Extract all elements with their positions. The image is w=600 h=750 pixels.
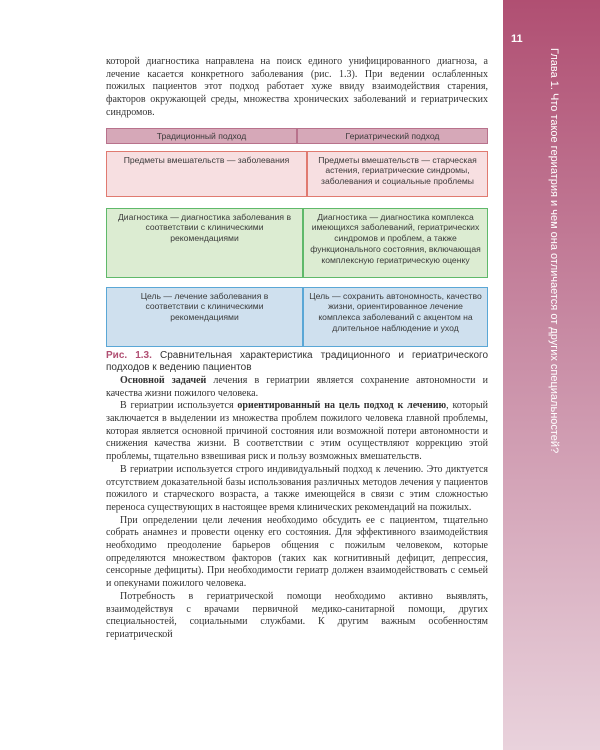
page-number: 11 xyxy=(511,33,523,45)
p1-rest: лечения в гериатрии является сохранение автономности и качества жизни пожилого человека. xyxy=(106,374,489,399)
p2-start: В гериатрии используется xyxy=(120,400,234,412)
caption-text: Сравнительная характеристика традиционного и гериатрического подходов к ведению пациентов xyxy=(106,349,489,374)
paragraph-goal-approach xyxy=(106,400,488,464)
row-subjects-traditional: Предметы вмешательств — заболевания xyxy=(106,151,307,197)
row-diagnostics-geriatric: Диагностика — диагностика комплекса имеющихся заболеваний, гериатрических синдромов и проблем, а также функционального состояния, включающая комплексную гериатрическую оценку xyxy=(303,208,488,278)
paragraph-main-goal xyxy=(106,375,488,400)
row-goal-traditional: Цель — лечение заболевания в соответствии с клиническими рекомендациями xyxy=(106,287,303,347)
row-subjects-geriatric: Предметы вмешательств — старческая астения, гериатрические синдромы, заболевания и социальные проблемы xyxy=(307,151,488,197)
p1-bold: Основной задачей xyxy=(120,374,207,386)
header-geriatric: Гериатрический подход xyxy=(297,128,488,144)
paragraph-determination: При определении цели лечения необходимо обсудить ее с пациентом, тщательно собрать анамнез и провести оценку его состояния. Для эффективного взаимодействия необходимо преодоление барьеров общения с пожилым человеком, которые определяются множеством факторов (таких как когнитивный дефицит, депрессия, сенсорные дефициты). При необходимости гериатр должен взаимодействовать с семьей и опекунами пожилого человека. xyxy=(106,514,488,590)
page-content xyxy=(106,56,488,642)
figure-row-goal xyxy=(106,287,488,347)
header-traditional: Традиционный подход xyxy=(106,128,297,144)
p2-bold: ориентированный на цель подход к лечению xyxy=(237,400,447,412)
paragraph-need: Потребность в гериатрической помощи необходимо активно выявлять, взаимодействуя с врачами первичной медико-санитарной помощи, других специальностей, социальными службами. К другим важным особенностям гериатрической xyxy=(106,590,488,640)
row-diagnostics-traditional: Диагностика — диагностика заболевания в соответствии с клиническими рекомендациями xyxy=(106,208,303,278)
p2-rest: , который заключается в выделении из множества проблем пожилого человека главной проблемы, которая является основной причиной состояния или возможной потери автономности и снижения качества жизни. В соответствии с этим осуществляют коррекцию этой проблемы, тщательно взвешивая риск и пользу возможных вмешательств. xyxy=(106,400,488,463)
paragraph-individual: В гериатрии используется строго индивидуальный подход к лечению. Это диктуется отсутствием доказательной базы использования различных методов лечения у пациентов пожилого и старческого возраста, а также имеющейся в связи с этим сложностью переноса существующих в настоящее время клинических рекомендаций на пожилых. xyxy=(106,463,488,513)
figure-header-row xyxy=(106,128,488,144)
chapter-title: Глава 1. Что такое гериатрия и чем она отличается от других специальностей? xyxy=(548,48,560,454)
figure-row-subjects xyxy=(106,151,488,197)
top-paragraph: которой диагностика направлена на поиск единого унифицированного диагноза, а лечение касается конкретного заболевания (рис. 1.3). При ведении ослабленных пожилых пациентов этот подход работает хуже ввиду взаимодействия старения, факторов окружающей среды, множества хронических заболеваний и гериатрических синдромов. xyxy=(106,56,488,118)
row-goal-geriatric: Цель — сохранить автономность, качество жизни, ориентированное лечение комплекса заболеваний с акцентом на длительное наблюдение и уход xyxy=(303,287,488,347)
figure-caption xyxy=(106,350,488,375)
caption-label: Рис. 1.3. xyxy=(106,349,152,361)
figure-row-diagnostics xyxy=(106,208,488,278)
comparison-figure xyxy=(106,128,488,350)
